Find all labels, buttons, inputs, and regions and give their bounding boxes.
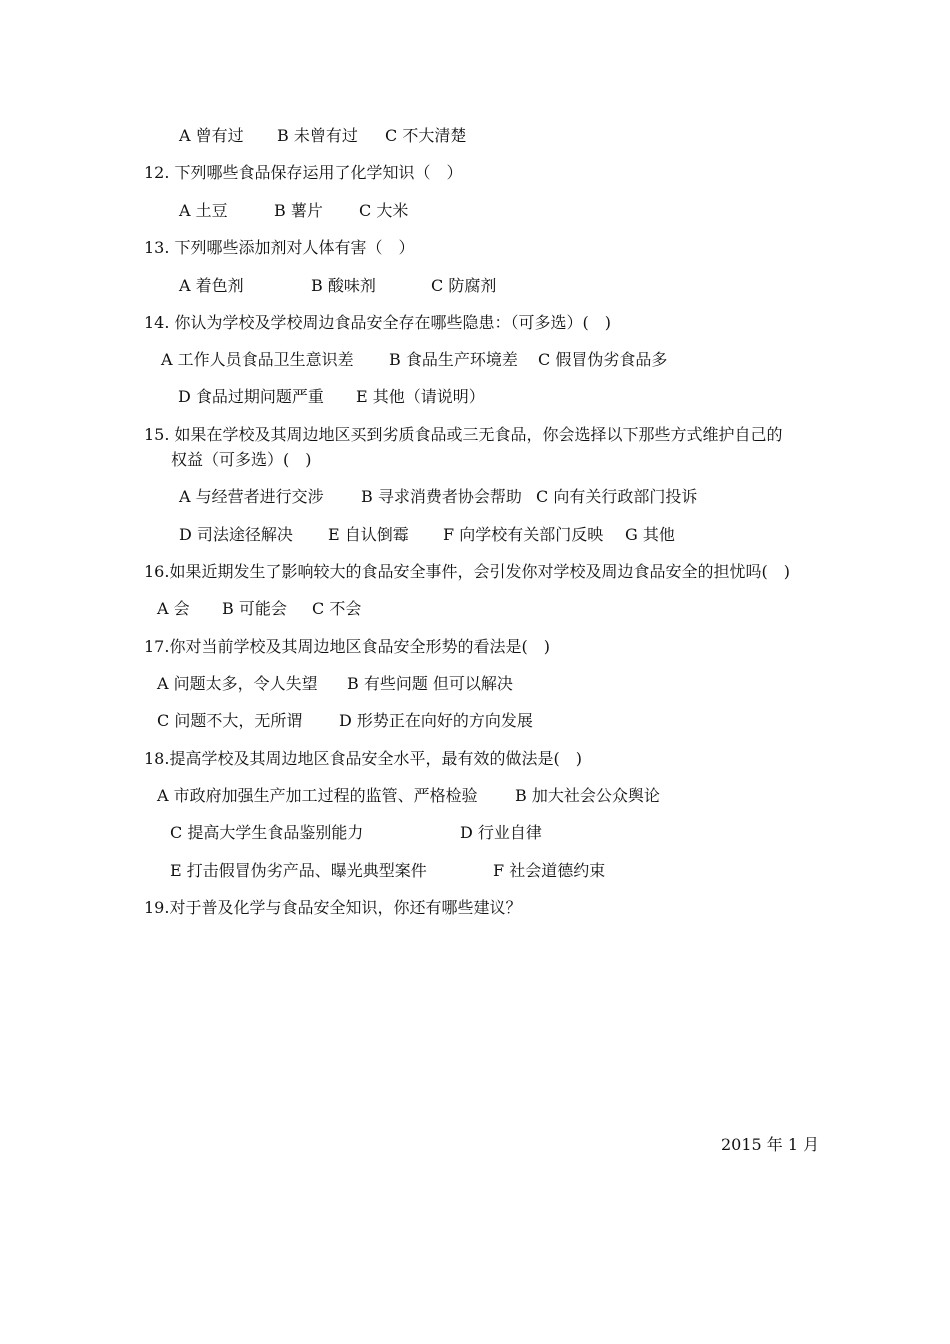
q15-option-f: F 向学校有关部门反映	[443, 525, 604, 544]
q16-option-b: B 可能会	[222, 599, 287, 618]
q18-option-f: F 社会道德约束	[493, 861, 606, 880]
q17-option-c: C 问题不大，无所谓	[157, 711, 303, 730]
question-15-text-line1: 15. 如果在学校及其周边地区买到劣质食品或三无食品，你会选择以下那些方式维护自己的	[144, 425, 783, 444]
q12-option-b: B 薯片	[274, 201, 323, 220]
q14-option-e: E 其他（请说明）	[356, 387, 485, 406]
q18-option-b: B 加大社会公众舆论	[515, 786, 660, 805]
q12-option-a: A 土豆	[179, 201, 228, 220]
q12-option-c: C 大米	[359, 201, 409, 220]
question-19-text: 19.对于普及化学与食品安全知识，你还有哪些建议？	[144, 898, 522, 917]
q18-option-e: E 打击假冒伪劣产品、曝光典型案件	[170, 861, 427, 880]
q15-option-c: C 向有关行政部门投诉	[536, 487, 698, 506]
question-12-text: 12. 下列哪些食品保存运用了化学知识（ ）	[144, 163, 463, 182]
q15-option-e: E 自认倒霉	[328, 525, 409, 544]
question-14-text: 14. 你认为学校及学校周边食品安全存在哪些隐患：（可多选）( )	[144, 313, 612, 332]
q17-option-b: B 有些问题 但可以解决	[347, 674, 513, 693]
q15-option-b: B 寻求消费者协会帮助	[361, 487, 522, 506]
q15-option-a: A 与经营者进行交涉	[179, 487, 324, 506]
question-13-text: 13. 下列哪些添加剂对人体有害（ ）	[144, 238, 415, 257]
q14-option-c: C 假冒伪劣食品多	[538, 350, 668, 369]
q13-option-b: B 酸味剂	[311, 276, 376, 295]
q16-option-a: A 会	[157, 599, 190, 618]
q18-option-a: A 市政府加强生产加工过程的监管、严格检验	[157, 786, 478, 805]
q18-option-c: C 提高大学生食品鉴别能力	[170, 823, 364, 842]
q11-option-b: B 未曾有过	[277, 126, 358, 145]
q17-option-a: A 问题太多，令人失望	[157, 674, 318, 693]
document-date: 2015 年 1 月	[721, 1135, 820, 1154]
q11-option-c: C 不大清楚	[385, 126, 467, 145]
q11-option-a: A 曾有过	[179, 126, 244, 145]
question-18-text: 18.提高学校及其周边地区食品安全水平，最有效的做法是( )	[144, 749, 582, 768]
question-17-text: 17.你对当前学校及其周边地区食品安全形势的看法是( )	[144, 637, 550, 656]
q15-option-g: G 其他	[625, 525, 675, 544]
q13-option-a: A 着色剂	[179, 276, 244, 295]
q14-option-a: A 工作人员食品卫生意识差	[161, 350, 354, 369]
q14-option-d: D 食品过期问题严重	[178, 387, 324, 406]
question-15-text-line2: 权益（可多选）( )	[171, 450, 312, 469]
q15-option-d: D 司法途径解决	[179, 525, 293, 544]
q14-option-b: B 食品生产环境差	[389, 350, 518, 369]
question-16-text: 16.如果近期发生了影响较大的食品安全事件，会引发你对学校及周边食品安全的担忧吗( )	[144, 562, 790, 581]
q17-option-d: D 形势正在向好的方向发展	[339, 711, 533, 730]
q16-option-c: C 不会	[312, 599, 362, 618]
q13-option-c: C 防腐剂	[431, 276, 497, 295]
q18-option-d: D 行业自律	[460, 823, 542, 842]
